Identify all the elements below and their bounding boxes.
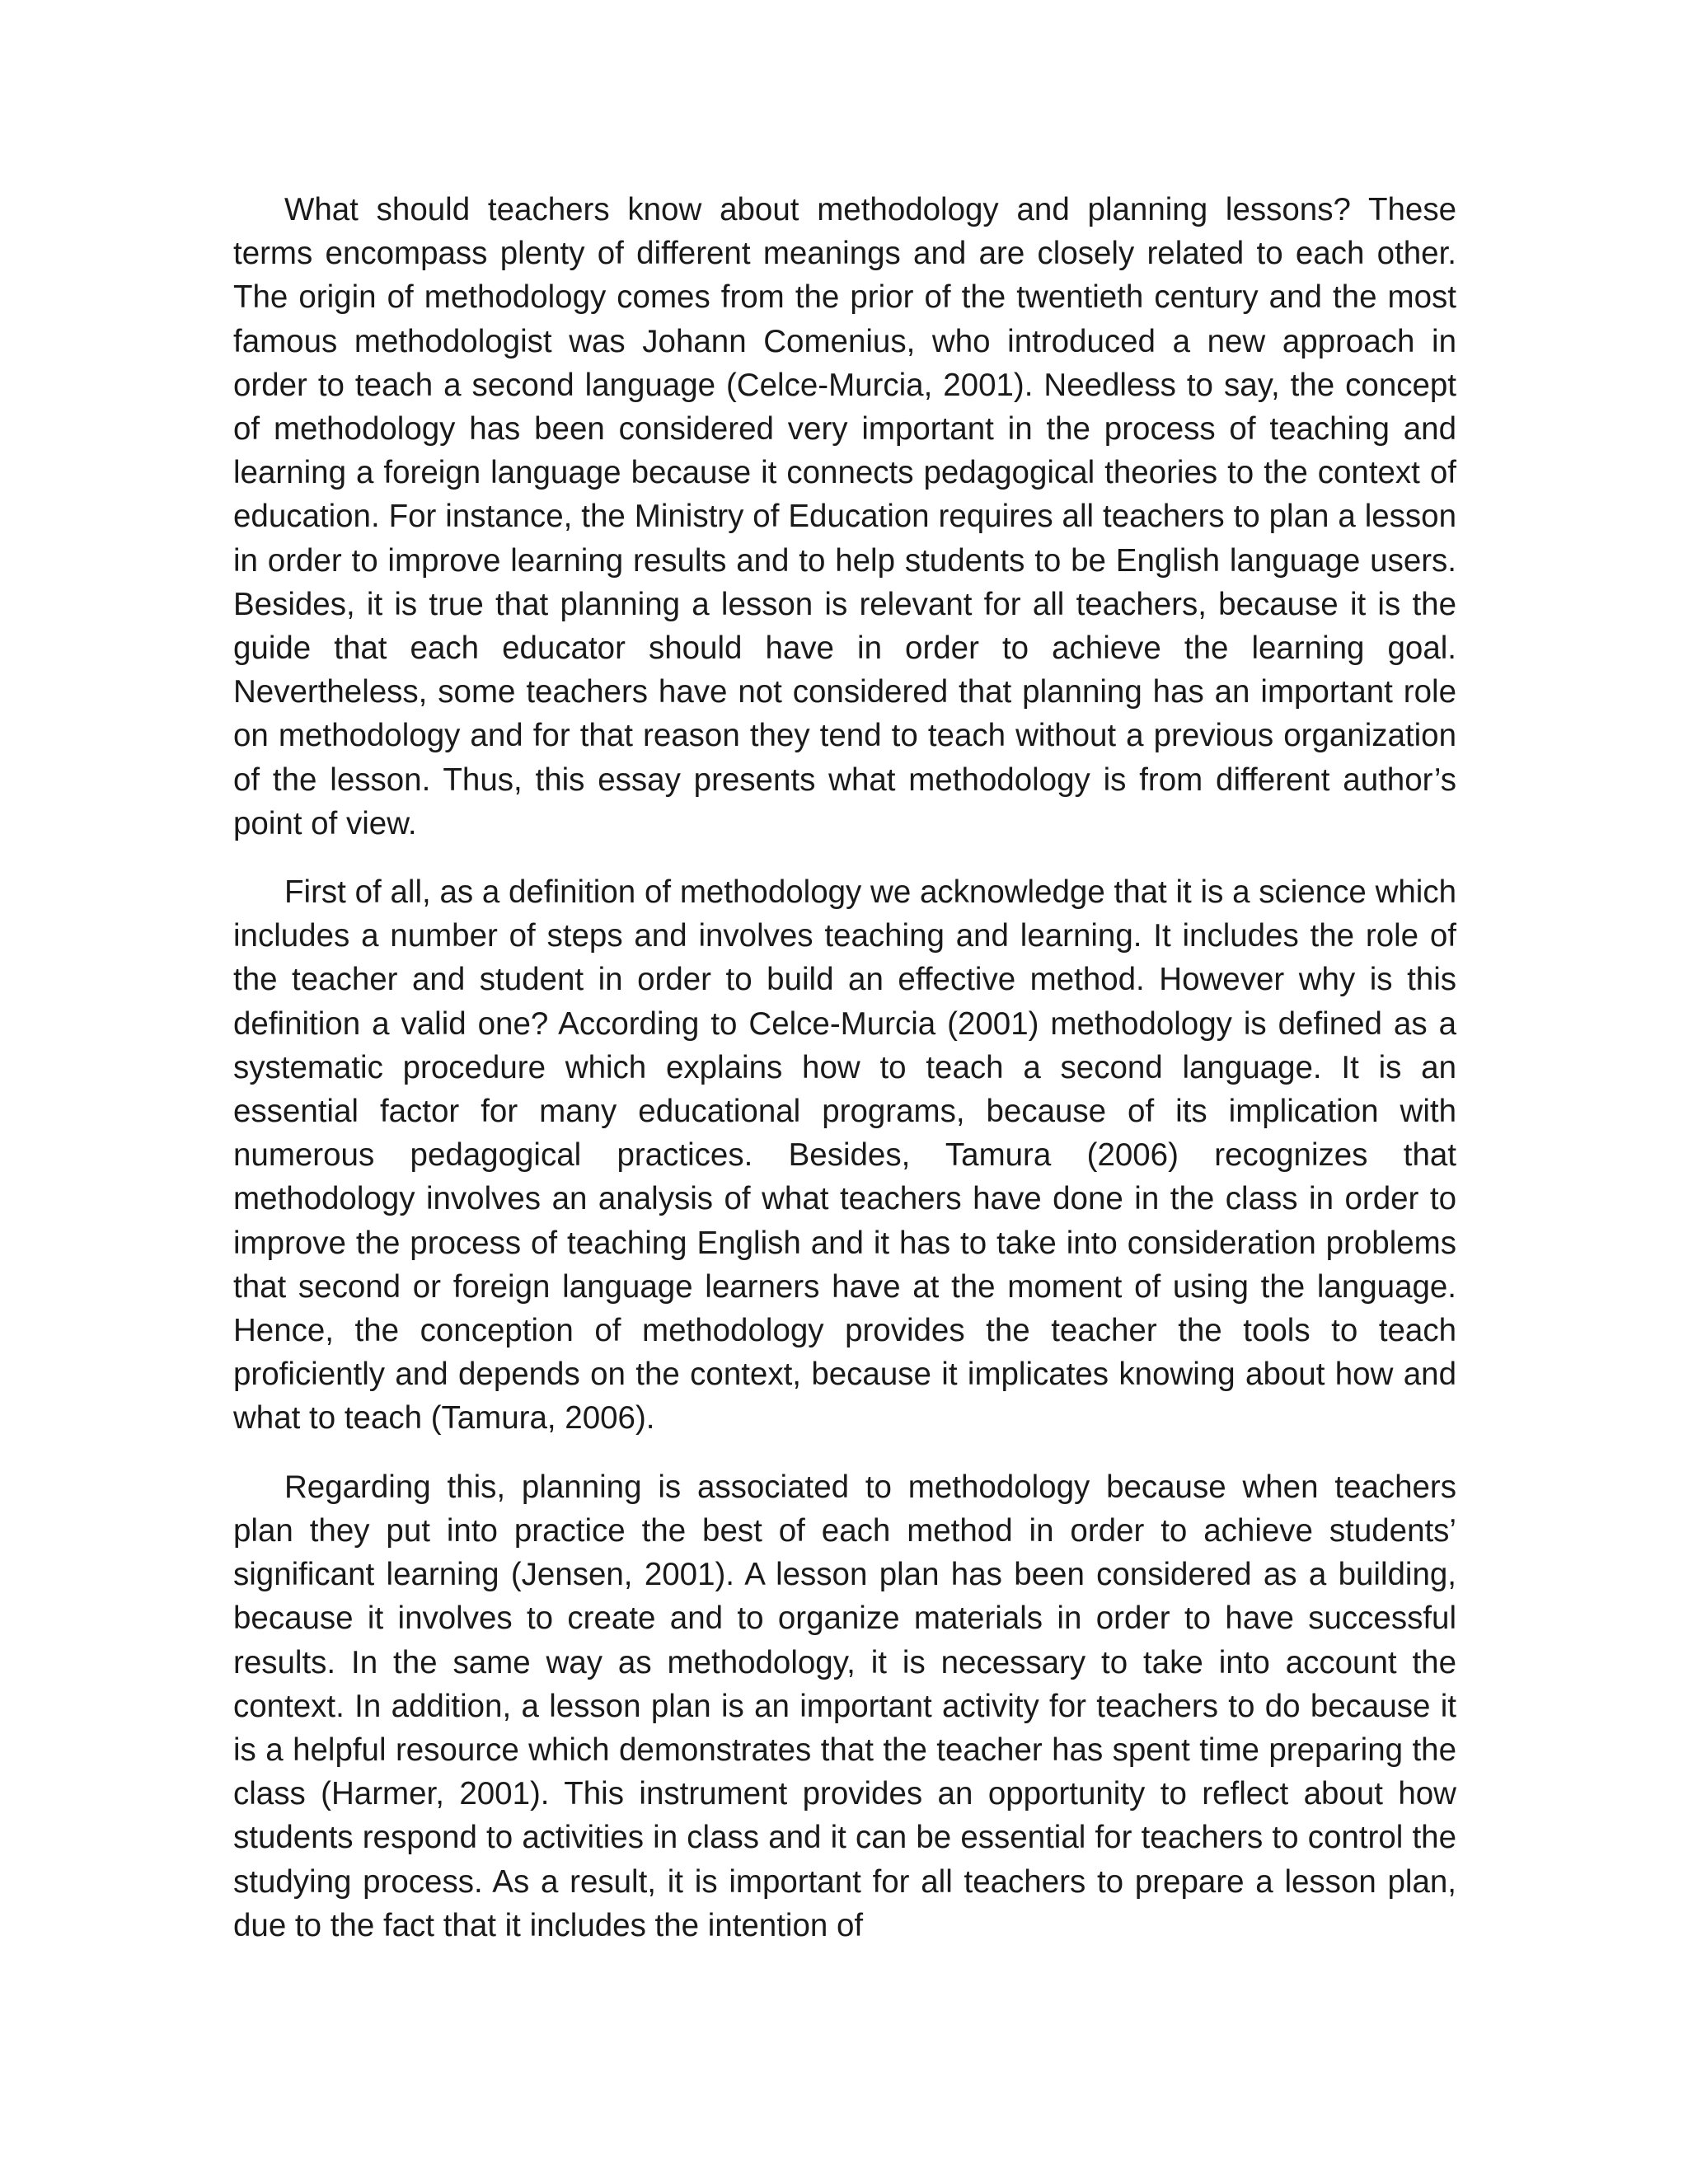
paragraph-planning: Regarding this, planning is associated to methodology because when teachers plan they put into practice the best of each method in order to achieve students’ significant learning (Jensen, 2001). A lesson plan has been considered as a building, because it involves to create and to organize materials in order to have successful results. In the same way as methodology, it is necessary to take into account the context. In addition, a lesson plan is an important activity for teachers to do because it is a helpful resource which demonstrates that the teacher has spent time preparing the class (Harmer, 2001). This instrument provides an opportunity to reflect about how students respond to activities in class and it can be essential for teachers to control the studying process. As a result, it is important for all teachers to prepare a lesson plan, due to the fact that it includes the intention of bbox=[233, 1469, 1456, 1943]
paragraph-methodology-definition: First of all, as a definition of methodology we acknowledge that it is a science which includes a number of steps and involves teaching and learning. It includes the role of the teacher and student in order to build an effective method. However why is this definition a valid one? According to Celce-Murcia (2001) methodology is defined as a systematic procedure which explains how to teach a second language. It is an essential factor for many educational programs, because of its implication with numerous pedagogical practices. Besides, Tamura (2006) recognizes that methodology involves an analysis of what teachers have done in the class in order to improve the process of teaching English and it has to take into consideration problems that second or foreign language learners have at the moment of using the language. Hence, the conception of methodology provides the teacher the tools to teach proficiently and depends on the context, because it implicates knowing about how and what to teach (Tamura, 2006). bbox=[233, 874, 1456, 1436]
paragraph-intro: What should teachers know about methodology and planning lessons? These terms encompass plenty of different meanings and are closely related to each other. The origin of methodology comes from the prior of the twentieth century and the most famous methodologist was Johann Comenius, who introduced a new approach in order to teach a second language (Celce-Murcia, 2001). Needless to say, the concept of methodology has been considered very important in the process of teaching and learning a foreign language because it connects pedagogical theories to the context of education. For instance, the Ministry of Education requires all teachers to plan a lesson in order to improve learning results and to help students to be English language users. Besides, it is true that planning a lesson is relevant for all teachers, because it is the guide that each educator should have in order to achieve the learning goal. Nevertheless, some teachers have not considered that planning has an important role on methodology and for that reason they tend to teach without a previous organization of the lesson. Thus, this essay presents what methodology is from different author’s point of view. bbox=[233, 192, 1456, 841]
essay-body bbox=[233, 188, 1456, 1972]
